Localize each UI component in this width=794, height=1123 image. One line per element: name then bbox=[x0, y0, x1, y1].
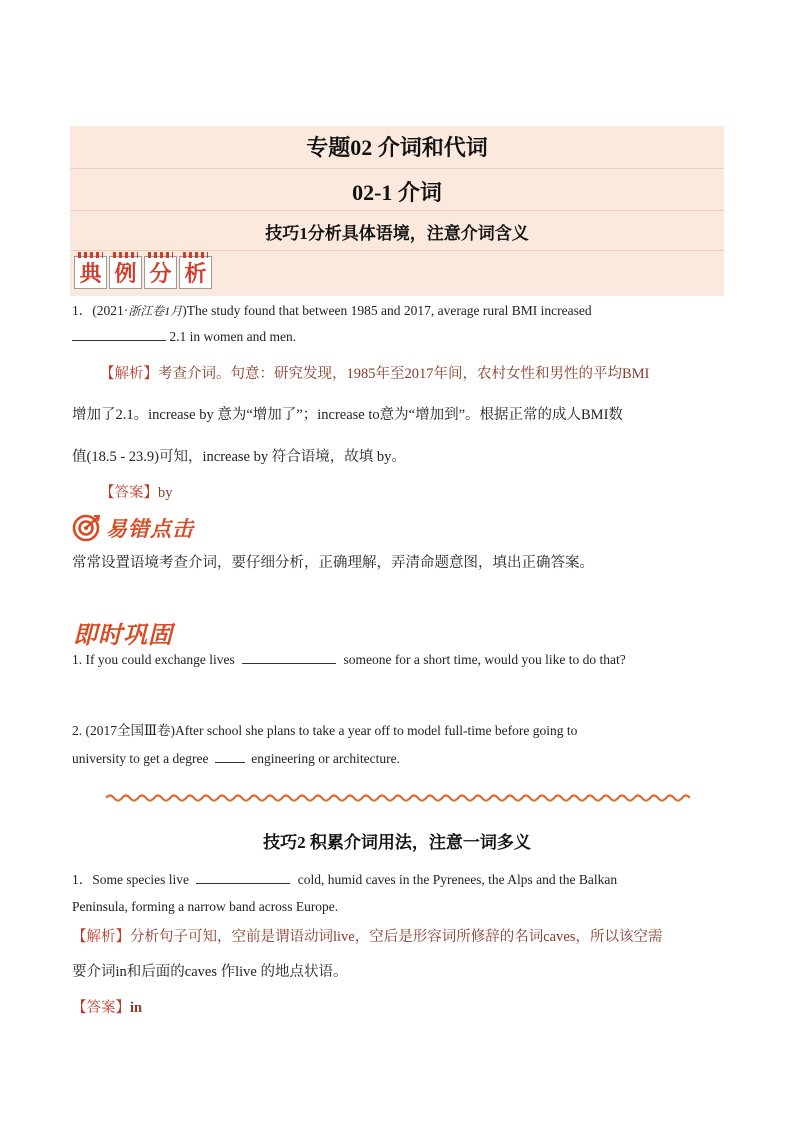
badge-char: 典 bbox=[74, 256, 107, 289]
tip2-answer: 【答案】in bbox=[72, 1000, 143, 1016]
easy-error-text: 常常设置语境考查介词，要仔细分析，正确理解，弄清命题意图，填出正确答案。 bbox=[72, 555, 594, 571]
tip2-question-line2: Peninsula, forming a narrow band across Europe. bbox=[72, 899, 339, 914]
wavy-divider bbox=[106, 793, 690, 803]
answer-blank[interactable] bbox=[242, 652, 336, 664]
badge-char: 分 bbox=[144, 256, 177, 289]
practice-question-2-line2: university to get a degree engineering or architecture. bbox=[72, 751, 400, 766]
easy-error-title: 易错点击 bbox=[106, 517, 194, 541]
practice-question-2-line1: 2. (2017全国Ⅲ卷)After school she plans to take a year off to model full-time before going to bbox=[72, 723, 578, 738]
question-1-line1: 1．(2021·浙江卷1月)The study found that between 1985 and 2017, average rural BMI increased bbox=[72, 303, 592, 318]
answer-blank[interactable] bbox=[196, 872, 290, 884]
practice-question-1: 1. If you could exchange lives someone for a short time, would you like to do that? bbox=[72, 652, 626, 667]
header-divider bbox=[70, 210, 724, 211]
badge-char: 例 bbox=[109, 256, 142, 289]
tip2-analysis-line1: 【解析】分析句子可知，空前是谓语动词live，空后是形容词所修辞的名词caves，所以该空需 bbox=[72, 929, 663, 945]
tip1-title: 技巧1分析具体语境，注意介词含义 bbox=[265, 224, 529, 243]
consolidate-title: 即时巩固 bbox=[73, 621, 173, 649]
analysis-1-line1: 【解析】考查介词。句意：研究发现，1985年至2017年间，农村女性和男性的平均BMI bbox=[100, 366, 650, 382]
analysis-1-line3: 值(18.5 - 23.9)可知，increase by 符合语境，故填 by。 bbox=[72, 449, 406, 465]
answer-blank[interactable] bbox=[72, 329, 166, 341]
answer-1: 【答案】by bbox=[100, 485, 173, 501]
section-title: 02-1 介词 bbox=[352, 180, 442, 205]
header-divider bbox=[70, 168, 724, 169]
header-divider bbox=[70, 250, 724, 251]
tip2-title: 技巧2 积累介词用法，注意一词多义 bbox=[263, 833, 531, 852]
answer-blank[interactable] bbox=[215, 751, 245, 763]
badge-char: 析 bbox=[179, 256, 212, 289]
analysis-1-line2: 增加了2.1。increase by 意为“增加了”；increase to意为“增加到”。根据正常的成人BMI数 bbox=[72, 407, 623, 423]
target-icon bbox=[72, 514, 100, 542]
tip2-analysis-line2: 要介词in和后面的caves 作live 的地点状语。 bbox=[72, 964, 348, 980]
topic-title: 专题02 介词和代词 bbox=[306, 135, 488, 160]
tip2-question-line1: 1．Some species live cold, humid caves in the Pyrenees, the Alps and the Balkan bbox=[72, 872, 618, 887]
question-1-line2: 2.1 in women and men. bbox=[72, 329, 296, 345]
example-analysis-badges bbox=[74, 256, 212, 289]
